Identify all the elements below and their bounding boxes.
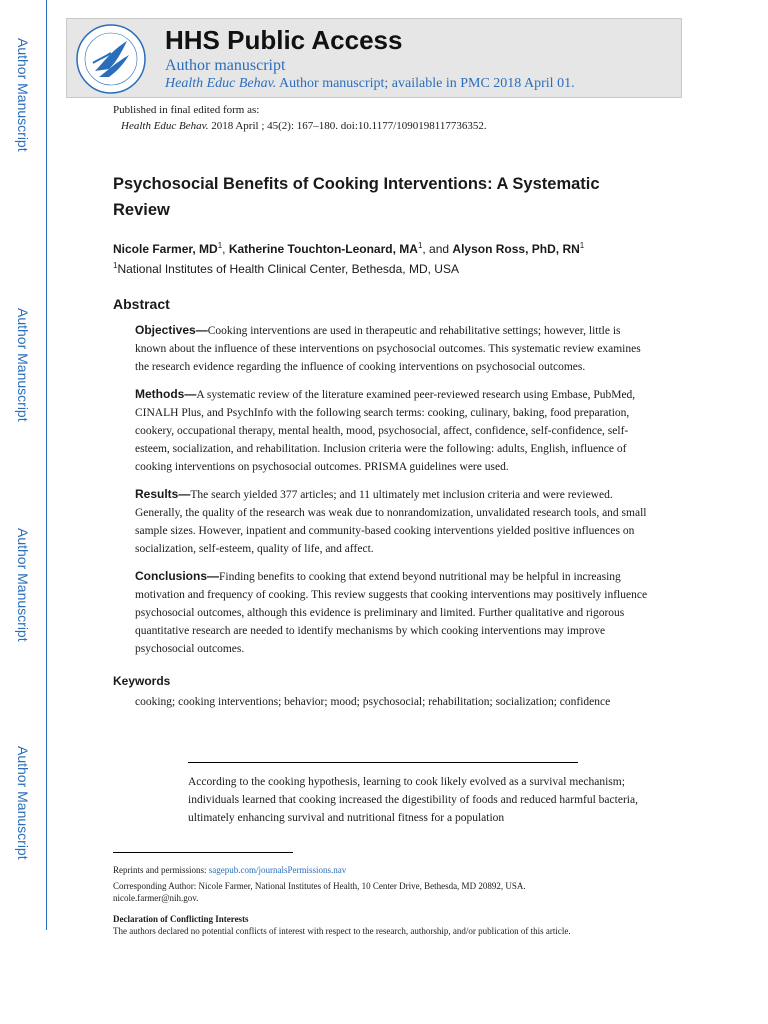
section-divider (188, 762, 578, 763)
abstract-conclusions: Conclusions—Finding benefits to cooking that extend beyond nutritional may be helpful in increasing motivation and frequency of cooking. This review suggests that cooking interventions may positively influence psychosocial outcomes, although this evidence is preliminary and limited. Further qualitative and rigorous quantitative research are needed to identify mechanisms by which cooking interventions may improve psychosocial outcomes. (135, 569, 648, 655)
author-manuscript-sidebar (0, 0, 47, 930)
conflicts-heading: Declaration of Conflicting Interests (113, 914, 249, 924)
header-subtitle: Author manuscript (165, 57, 286, 74)
published-info: Published in final edited form as: Health Educ Behav. 2018 April ; 45(2): 167–180. doi:10.1177/1090198117736352. (113, 104, 487, 132)
sidebar-label: Author Manuscript (15, 38, 31, 152)
reprints-note: Reprints and permissions: sagepub.com/journalsPermissions.nav (113, 865, 347, 875)
author-list: Nicole Farmer, $MD^1$, Katherine Touchton-Leonard, $MA^1$, and Alyson Ross, PhD, $RN^1$ (113, 241, 585, 256)
keywords-list: cooking; cooking interventions; behavior; mood; psychosocial; rehabilitation; socialization; confidence (135, 696, 611, 708)
footnote-divider (113, 852, 293, 853)
sidebar-label: Author Manuscript (15, 528, 31, 642)
sidebar-label: Author Manuscript (15, 308, 31, 422)
hhs-eagle-seal-icon (75, 23, 147, 95)
abstract-heading: Abstract (113, 296, 170, 312)
author-name: Alyson Ross, PhD, RN (452, 242, 580, 256)
corresponding-author: Corresponding Author: Nicole Farmer, National Institutes of Health, 10 Center Drive, Bethesda, MD 20892, USA. (113, 881, 526, 891)
sidebar-label: Author Manuscript (15, 746, 31, 860)
conflicts-text: The authors declared no potential conflicts of interest with respect to the research, authorship, and/or publication of this article. (113, 926, 571, 936)
author-name: Nicole Farmer, MD (113, 242, 218, 256)
intro-paragraph: According to the cooking hypothesis, learning to cook likely evolved as a survival mechanism; individuals learned that cooking increased the digestibility of foods and reduced harmful bacteria, ultimately enhancing survival and nutritional fitness for a population (188, 776, 638, 824)
footnotes (113, 864, 673, 937)
author-name: Katherine Touchton-Leonard, MA (228, 242, 418, 256)
abstract-objectives: Objectives—Cooking interventions are used in therapeutic and rehabilitative settings; however, little is known about the influence of these interventions on psychosocial outcomes. This systematic review examines the research evidence regarding the influence of cooking interventions on psychosocial outcomes. (135, 323, 641, 373)
corresponding-email: nicole.farmer@nih.gov. (113, 893, 199, 903)
header-citation: Health Educ Behav. Author manuscript; available in PMC 2018 April 01. (165, 76, 575, 91)
hhs-header (66, 18, 682, 98)
permissions-link[interactable]: sagepub.com/journalsPermissions.nav (208, 865, 347, 875)
header-title: HHS Public Access (165, 25, 403, 55)
article-content (113, 100, 653, 710)
abstract-results: Results—The search yielded 377 articles; and 11 ultimately met inclusion criteria and were reviewed. Generally, the quality of the research was weak due to nonrandomization, unvalidated research tools, and small sample sizes. However, inpatient and community-based cooking interventions yielded positive influences on socialization, self-esteem, quality of life, and affect. (135, 487, 647, 555)
affiliation: $^1$National Institutes of Health Clinical Center, Bethesda, MD, USA (113, 261, 459, 276)
article-title: Psychosocial Benefits of Cooking Interventions: A Systematic Review (113, 175, 600, 219)
abstract-methods: Methods—A systematic review of the literature examined peer-reviewed research using Embase, PubMed, CINALH Plus, and PsychInfo with the following search terms: cooking, culinary, baking, food preparation, cookery, occupational therapy, mental health, mood, psychosocial, affect, confidence, self-confidence, self-esteem, socialization, and rehabilitation. Inclusion criteria were the following: adults, English, influence of cooking interventions on psychosocial outcomes. PRISMA guidelines were used. (135, 387, 636, 473)
keywords-heading: Keywords (113, 674, 171, 688)
